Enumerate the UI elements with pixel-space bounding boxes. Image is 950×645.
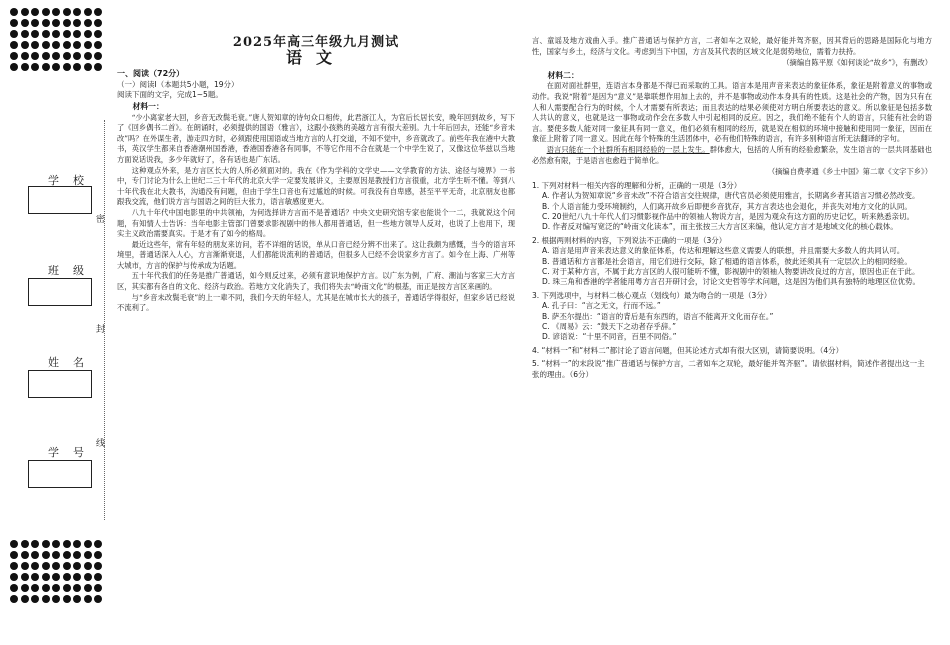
binding-dot <box>84 540 92 548</box>
binding-dot <box>42 19 50 27</box>
binding-dot <box>73 573 81 581</box>
question-option: A. 孔子曰：“言之无文，行而不远。” <box>542 301 661 311</box>
binding-dot <box>10 595 18 603</box>
binding-dot <box>42 562 50 570</box>
binding-dot <box>84 19 92 27</box>
binding-dot <box>31 584 39 592</box>
material1-paragraph: 五十年代我们的任务是推广普通话，如今则反过来，必须有意识地保护方言。以广东为例，广府、潮汕与客家三大方言区，其实都有各自的文化、经济与政治。若地方文化消失了，我们将失去“岭南文化”的根基，而正是按方言区来画的。 <box>117 271 515 292</box>
question-option: D. 珠三角和香港的学者能用粤方言召开研讨会，讨论文史哲等学术问题，这是因为他们具有独特的地理区位优势。 <box>542 277 921 287</box>
binding-dot <box>52 584 60 592</box>
binding-dot <box>73 63 81 71</box>
binding-dot <box>21 63 29 71</box>
material1-paragraph: 与“乡音未改鬓毛衰”的上一辈不同，我们今天的年轻人，尤其是在城市长大的孩子，普通话学得很好，但家乡话已经说不流利了。 <box>117 292 515 313</box>
binding-dot <box>42 573 50 581</box>
material1-paragraph: 最近这些年，常有年轻的朋友来访问，若不详细的话说，单从口音已经分辨不出来了。这让我颇为感慨，当今的语言环境里，普通话深入人心，方言渐渐衰退，人们都能说流利的普通话，但很多人已经不会说家乡方言了。如今在上海、广州等大城市，方言的保护与传承成为话题。 <box>117 239 515 270</box>
binding-dot <box>84 573 92 581</box>
student-id-label: 学号 <box>48 446 98 459</box>
binding-dot <box>21 41 29 49</box>
seal-char-feng: 封 <box>96 325 106 335</box>
binding-dot <box>31 63 39 71</box>
binding-dot <box>10 8 18 16</box>
binding-dot <box>31 573 39 581</box>
binding-dot <box>21 30 29 38</box>
binding-dot <box>63 63 71 71</box>
binding-dot <box>21 573 29 581</box>
subsection-heading: （一）阅读Ⅰ（本题共5小题，19分） <box>117 79 239 89</box>
binding-dot <box>94 8 102 16</box>
exam-title: 2025年高三年级九月测试 <box>232 35 400 50</box>
binding-dot <box>31 30 39 38</box>
binding-dot <box>21 52 29 60</box>
binding-dot <box>10 562 18 570</box>
binding-dot <box>52 595 60 603</box>
material2-rest: 群体愈大，包括的人所有的经验愈繁杂，发生语言的一层共同基础也必然愈有限，于是语言也愈趋于简单化。 <box>532 144 932 165</box>
binding-dot <box>42 8 50 16</box>
binding-dot <box>73 551 81 559</box>
material1-paragraph: 八九十年代中国电影里的中共领袖，为何选择讲方言而不是普通话？中央文史研究馆专家也能说个一二，我就说这个问题，有知情人士告诉：当年电影主管部门曾要求影视剧中的伟人都用普通话，但一些地方领导人反对，也说了上也用下，现实主义政治需要真实。于是才有了如今的格局。 <box>117 207 515 239</box>
binding-dot <box>84 584 92 592</box>
material1-source: （摘编自陈平原《如何谈论“故乡”》，有删改） <box>782 58 932 68</box>
binding-dot <box>31 540 39 548</box>
binding-dot <box>31 595 39 603</box>
binding-dot <box>31 8 39 16</box>
binding-dot <box>52 540 60 548</box>
binding-dot <box>52 8 60 16</box>
binding-dot <box>31 19 39 27</box>
binding-dot <box>73 41 81 49</box>
binding-dot <box>52 562 60 570</box>
binding-dot <box>73 19 81 27</box>
binding-dot <box>94 63 102 71</box>
question-option: C. 《周易》云：“鼓天下之动者存乎辞。” <box>542 322 677 331</box>
seal-char-mi: 密 <box>96 215 106 225</box>
material1-paragraph: 这种观点外来，是方言区长大的人所必须面对的。我在《作为学科的文学史——文学教育的方法、途径与境界》一书中，专门讨论为什么上世纪二三十年代的北京大学一定要发展讲义，主要原因是教授们方言很重，北方学生听不懂。等到八十年代我在北大教书，沟通没有问题，但由于学生口音也有过尴尬的时候。可我没有自卑感，甚至平平无奇，北京朋友也都跟我交流，他们说方言与国语之间的巨大张力，语言敏感度更大。 <box>117 165 515 207</box>
binding-dot <box>10 540 18 548</box>
binding-dot <box>73 52 81 60</box>
binding-dot <box>42 41 50 49</box>
school-field[interactable] <box>28 186 92 214</box>
question-option: C. 20世纪八九十年代人们习惯影视作品中的领袖人物说方言，是因为观众有这方面的历史记忆，听来熟悉亲切。 <box>542 211 915 221</box>
binding-dot <box>42 540 50 548</box>
binding-dot <box>21 551 29 559</box>
cut-line <box>104 120 105 520</box>
binding-dot <box>63 540 71 548</box>
binding-dot <box>42 595 50 603</box>
binding-dot <box>94 540 102 548</box>
binding-dot <box>10 584 18 592</box>
binding-dot <box>84 562 92 570</box>
binding-dot <box>84 41 92 49</box>
binding-dot <box>10 573 18 581</box>
binding-dot <box>31 562 39 570</box>
student-id-field[interactable] <box>28 460 92 488</box>
school-label: 学校 <box>48 174 98 187</box>
binding-dot <box>52 19 60 27</box>
binding-dot <box>10 63 18 71</box>
binding-dot <box>31 52 39 60</box>
binding-dot <box>73 540 81 548</box>
binding-dot <box>84 30 92 38</box>
binding-dots-top <box>10 8 102 71</box>
binding-dot <box>42 52 50 60</box>
question-option: A. 语言是用声音来表达意义的象征体系，传达和理解这些意义需要人的联想，并且需要大多数人的共同认可。 <box>542 246 905 256</box>
question-option: B. 萨丕尔提出：“语言的背后是有东西的，语言不能离开文化而存在。” <box>542 311 774 321</box>
instruction: 阅读下面的文字，完成1~5题。 <box>117 90 223 100</box>
binding-dot <box>10 41 18 49</box>
question-option: B. 个人语言能力受环境制约，人们离开故乡后即便乡音犹存，其方言表达也会退化，并丧失对地方文化的认同。 <box>542 201 912 211</box>
binding-dot <box>63 52 71 60</box>
question-stem: 3. 下列选项中，与材料二核心观点（划线句）最为吻合的一项是（3分） <box>532 290 772 300</box>
material2-source: （摘编自费孝通《乡土中国》第二章《文字下乡》） <box>767 167 932 177</box>
binding-dot <box>21 19 29 27</box>
binding-dot <box>84 551 92 559</box>
class-label: 班级 <box>48 264 98 277</box>
binding-dot <box>94 41 102 49</box>
binding-dot <box>63 551 71 559</box>
class-field[interactable] <box>28 278 92 306</box>
binding-dot <box>94 551 102 559</box>
binding-dot <box>94 19 102 27</box>
binding-dot <box>21 595 29 603</box>
questions-list <box>532 181 932 380</box>
binding-dot <box>21 540 29 548</box>
name-label: 姓名 <box>48 356 98 369</box>
binding-dot <box>10 19 18 27</box>
binding-dot <box>31 551 39 559</box>
right-column <box>532 0 932 645</box>
question-option: B. 普通话和方言都是社会语言，用它们进行交际，除了相通的语言体系，彼此还须具有一定层次上的相同经验。 <box>542 256 912 266</box>
binding-dot <box>52 551 60 559</box>
question-stem: 5. “材料一”的末段说“推广普通话与保护方言，二者如车之双轮，最好能并驾齐驱”。请依据材料，简述作者提出这一主张的理由。（6分） <box>532 359 925 379</box>
binding-dot <box>63 30 71 38</box>
material1-title: 材料一： <box>132 101 164 111</box>
binding-dot <box>63 595 71 603</box>
binding-dot <box>10 52 18 60</box>
question-option: D. 作者反对编写宽泛的“岭南文化读本”，而主张按三大方言区来编，他认定方言才是地域文化的核心载体。 <box>542 222 898 232</box>
binding-dot <box>42 63 50 71</box>
binding-dot <box>52 573 60 581</box>
binding-dot <box>94 595 102 603</box>
binding-dot <box>10 30 18 38</box>
binding-dot <box>73 562 81 570</box>
binding-dot <box>42 30 50 38</box>
binding-dot <box>73 8 81 16</box>
material1-paragraph: “少小离家老大回，乡音无改鬓毛衰。”唐人贺知章的诗句众口相传，此君浙江人，为官后长居长安，晚年回到故乡，写下了《回乡偶书二首》。在朗诵时，必须提供的国语（雅言），这跟小孩熟的美越方言有很大差别。九十年后回去，还能“乡音未改”吗？在外谋生者，游走四方时，必须跟使用国语或当地方言的人打交道，不知不觉中，乡音就改了。前些年我在港中大教书，英汉学生都来自香港潮州国香港，香港国香港各有同事，不等它作用不合在就是一个中学生说了，又像这位华兹以当地方面说话说我，多少年就好了，各有话也是广东话。 <box>117 112 515 164</box>
question-option: D. 谚语说：“十里不同音，百里不同俗。” <box>542 332 677 342</box>
binding-dot <box>73 584 81 592</box>
binding-dot <box>52 63 60 71</box>
question-stem: 2. 根据两则材料的内容，下列说法不正确的一项是（3分） <box>532 235 727 245</box>
section-heading: 一、阅读（72分） <box>117 69 185 79</box>
binding-dot <box>52 52 60 60</box>
binding-dot <box>21 584 29 592</box>
binding-dot <box>84 63 92 71</box>
binding-dot <box>63 584 71 592</box>
left-column <box>117 0 515 645</box>
name-field[interactable] <box>28 370 92 398</box>
binding-dot <box>21 562 29 570</box>
underlined-sentence: 语言只能在一个社群所有相同经验的一层上发生。 <box>546 144 710 154</box>
subject-title: 语文 <box>285 47 346 67</box>
seal-char-xian: 线 <box>96 439 106 449</box>
binding-dots-bottom <box>10 540 102 603</box>
binding-dot <box>42 551 50 559</box>
binding-dot <box>63 41 71 49</box>
material2-paragraph: 在面对面社群里，连语言本身都是不得已而采取的工具。语言本是用声音来表达的象征体系，象征是附着意义的事物或动作。我说“附着”是因为“意义”是靠联想作用加上去的，并不是事物或动作本身具有的性质。这是社会的产物，因为只有在人和人需要配合行为的时候，个人才需要有所表达；而且表达的结果必须使对方明白所要表达的意义。所以象征是包括多数人共认的意义，也就是这一事物或动作会在多数人中引起相同的反应。因之，我们绝不能有个人的语言，只能有社会的语言。要使多数人能对同一象征具有同一意义，他们必须有相同的经历，就是说在相似的环境中接触和使用同一象征，因而在象征上附着了同一意义。因此在每个特殊的生活团体中，必有他们特殊的语言，有许多别种语言所无法翻译的字句。 <box>532 81 932 144</box>
binding-dot <box>84 595 92 603</box>
binding-dot <box>42 584 50 592</box>
binding-dot <box>10 551 18 559</box>
question-stem: 1. 下列对材料一相关内容的理解和分析，正确的一项是（3分） <box>532 180 742 190</box>
binding-dot <box>21 8 29 16</box>
binding-dot <box>52 41 60 49</box>
binding-dot <box>94 562 102 570</box>
material1-continuation: 言、童谣及地方戏曲入手。推广普通话与保护方言，二者如车之双轮，最好能并驾齐驱，因其背后的思路是国际化与地方性，国家与乡土，经济与文化。考虑到当下中国，方言及其代表的区域文化是弱势地位，需着力扶持。 <box>532 36 932 56</box>
binding-dot <box>94 52 102 60</box>
binding-dot <box>73 30 81 38</box>
question-stem: 4. “材料一”和“材料二”都讨论了语言问题，但其论述方式却有很大区别，请简要说明。（4分） <box>532 345 844 355</box>
question-option: C. 对于某种方言，不属于此方言区的人很可能听不懂，影视剧中的领袖人物要讲改良过的方言，原因也正在于此。 <box>542 266 920 276</box>
binding-dot <box>84 8 92 16</box>
material2-paragraph <box>532 145 932 166</box>
question-option: A. 作者认为贺知章说“乡音未改”不符合语言交往规律，唐代官员必须使用雅言，长期离乡者其语言习惯必然改变。 <box>542 191 920 201</box>
binding-dot <box>94 30 102 38</box>
binding-dot <box>63 8 71 16</box>
binding-dot <box>73 595 81 603</box>
exam-header <box>117 35 515 67</box>
binding-dot <box>63 573 71 581</box>
binding-dot <box>63 19 71 27</box>
binding-dot <box>94 573 102 581</box>
binding-dot <box>94 584 102 592</box>
binding-margin <box>0 0 112 645</box>
material2-title: 材料二： <box>547 70 579 80</box>
binding-dot <box>31 41 39 49</box>
binding-dot <box>84 52 92 60</box>
binding-dot <box>63 562 71 570</box>
binding-dot <box>52 30 60 38</box>
